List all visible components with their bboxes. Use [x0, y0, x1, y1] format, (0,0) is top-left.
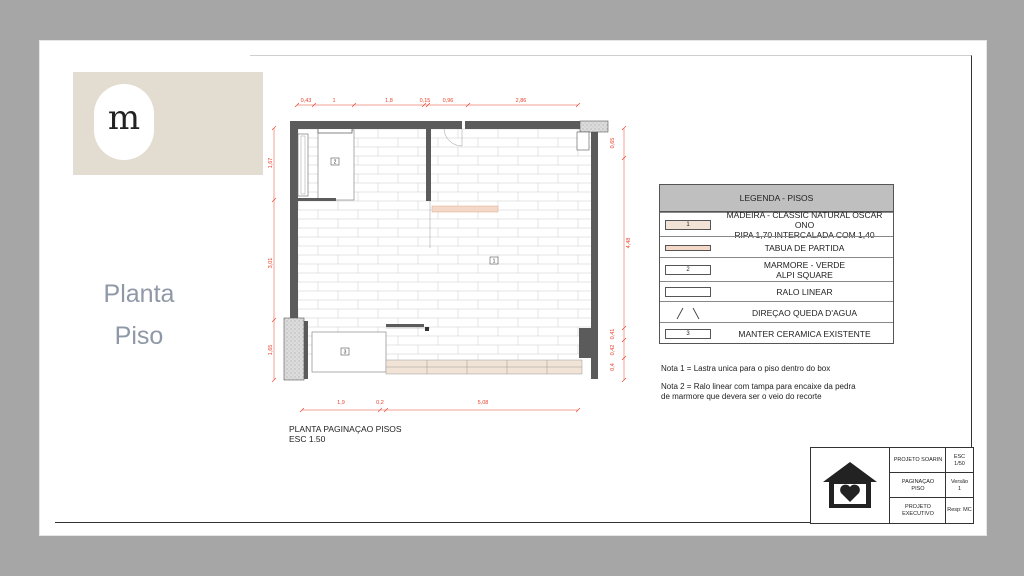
room-tag-2: 2: [333, 159, 337, 166]
dim-top-3: 1,8: [385, 98, 393, 104]
wall-stipple-top-right: [580, 121, 608, 132]
legend-swatch-marble: 2: [665, 265, 711, 275]
tb-project: PROJETO SOARIN: [889, 447, 946, 473]
tabua-de-partida-strip: [432, 206, 498, 212]
legend-text: TABUA DE PARTIDA: [764, 242, 845, 253]
dim-bottom-3: 5,08: [477, 400, 489, 406]
dim-top-1: 0,43: [300, 98, 312, 104]
legend-swatch-tabua: [665, 245, 711, 251]
legend-table: [659, 184, 894, 344]
plan-title: [289, 424, 402, 444]
legend-text: RALO LINEAR: [776, 287, 833, 297]
tb-phase-line1: PROJETO: [905, 503, 931, 510]
legend-swatch-wood: 1: [665, 220, 711, 230]
tb-phase-line2: EXECUTIVO: [902, 510, 934, 517]
legend-text: MANTER CERAMICA EXISTENTE: [738, 328, 871, 339]
legend-row-direcao: [660, 301, 893, 323]
water-direction-icon: [673, 306, 703, 320]
room-tag-3: 3: [343, 349, 347, 356]
tb-version-value: 1: [957, 485, 962, 492]
legend-row-tabua: [660, 236, 893, 258]
title-block: [810, 447, 974, 524]
dim-right-1: 0,65: [610, 137, 616, 149]
tb-sheet-line1: PAGINAÇAO: [901, 478, 935, 485]
note-2-line1: Nota 2 = Ralo linear com tampa para encaixe da pedra: [661, 382, 856, 391]
note-1: Nota 1 = Lastra unica para o piso dentro do box: [661, 364, 831, 373]
logo-letter: m: [107, 98, 141, 138]
dim-left-3: 1,65: [268, 344, 274, 356]
tb-version: [945, 472, 973, 498]
legend-title: LEGENDA - PISOS: [660, 185, 893, 212]
legend-row-wood: [660, 210, 893, 240]
side-title-line1: Planta: [103, 280, 175, 308]
legend-text: MADEIRA - CLASSIC NATURAL OSCAR ONO: [726, 210, 883, 230]
dim-bottom-1: 1,9: [337, 400, 345, 406]
tb-phase: [889, 497, 946, 523]
legend-row-ralo: [660, 281, 893, 302]
dim-top-6: 2,86: [515, 98, 527, 104]
note-2-line2: de marmore que devera ser o veio do recorte: [661, 392, 822, 401]
tb-scale-label: ESC: [953, 453, 966, 460]
legend-text: ALPI SQUARE: [776, 270, 833, 280]
dim-top-4: 0,15: [419, 98, 431, 104]
dim-right-3: 0,41: [610, 328, 616, 340]
dim-left-1: 1,67: [268, 157, 274, 169]
floor-plan: [262, 88, 642, 418]
dim-top-5: 0,96: [442, 98, 454, 104]
tb-scale: [945, 447, 973, 473]
tb-sheet: [889, 472, 946, 498]
legend-text: RIPA 1,70 INTERCALADA COM 1,40: [734, 230, 875, 240]
legend-row-marble: [660, 257, 893, 282]
home-heart-icon: [821, 460, 879, 510]
tb-resp: Resp: MC: [945, 497, 973, 523]
tb-scale-value: 1/50: [954, 460, 965, 467]
dim-left-2: 3,01: [268, 257, 274, 269]
legend-swatch-ralo: [665, 287, 711, 297]
side-title-line2: Piso: [114, 322, 164, 350]
legend-swatch-ceramica: 3: [665, 329, 711, 339]
tb-version-label: Versão: [950, 478, 969, 485]
dim-right-4: 0,42: [610, 344, 616, 356]
wall-stipple-left: [284, 318, 304, 380]
room-tag-1: 1: [492, 258, 496, 265]
legend-text: MARMORE - VERDE: [763, 260, 846, 270]
dim-top-2: 1: [332, 98, 336, 104]
tb-sheet-line2: PISO: [911, 485, 925, 492]
note-2: [661, 382, 856, 402]
plan-title-line1: PLANTA PAGINAÇAO PISOS: [289, 424, 402, 434]
dim-bottom-2: 0,2: [376, 400, 384, 406]
dim-right-5: 0,4: [610, 363, 616, 371]
plan-scale: ESC 1.50: [289, 434, 326, 444]
legend-row-ceramica: [660, 322, 893, 344]
dim-right-2: 4,48: [626, 237, 632, 249]
legend-text: DIREÇAO QUEDA D'AGUA: [751, 307, 858, 318]
